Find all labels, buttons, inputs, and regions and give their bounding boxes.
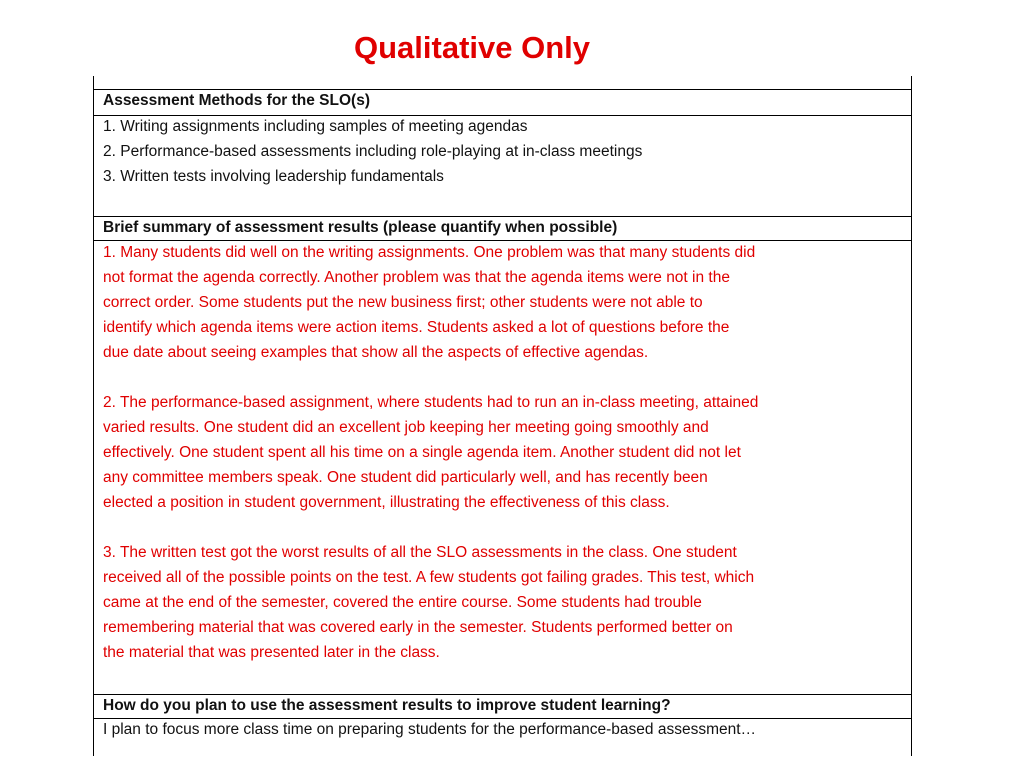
assessment-form-table: [93, 76, 912, 756]
slide-title: Qualitative Only: [353, 30, 590, 65]
plan-header: How do you plan to use the assessment results to improve student learning?: [103, 697, 671, 714]
summary-header: Brief summary of assessment results (please quantify when possible): [103, 219, 618, 236]
method-item-2: 2. Performance-based assessments including role-playing at in-class meetings: [103, 143, 643, 160]
result-line: 2. The performance-based assignment, where students had to run an in-class meeting, attained: [103, 394, 759, 411]
table-rule: [94, 240, 911, 241]
method-item-1: 1. Writing assignments including samples of meeting agendas: [103, 118, 528, 135]
result-line: remembering material that was covered early in the semester. Students performed better on: [103, 619, 733, 636]
result-line: due date about seeing examples that show all the aspects of effective agendas.: [103, 344, 649, 361]
result-line: came at the end of the semester, covered the entire course. Some students had trouble: [103, 594, 702, 611]
result-line: received all of the possible points on the test. A few students got failing grades. This test, which: [103, 569, 755, 586]
method-item-3: 3. Written tests involving leadership fundamentals: [103, 168, 444, 185]
result-line: effectively. One student spent all his time on a single agenda item. Another student did not let: [103, 444, 741, 461]
table-rule: [94, 718, 911, 719]
result-line: the material that was presented later in the class.: [103, 644, 440, 661]
table-rule: [94, 694, 911, 695]
result-line: not format the agenda correctly. Another problem was that the agenda items were not in the: [103, 269, 730, 286]
table-rule: [94, 89, 911, 90]
plan-text: I plan to focus more class time on preparing students for the performance-based assessment…: [103, 721, 757, 738]
result-line: 1. Many students did well on the writing assignments. One problem was that many students did: [103, 244, 756, 261]
result-line: correct order. Some students put the new business first; other students were not able to: [103, 294, 703, 311]
methods-header: Assessment Methods for the SLO(s): [103, 92, 370, 109]
table-rule: [94, 216, 911, 217]
table-rule: [94, 115, 911, 116]
result-line: varied results. One student did an excellent job keeping her meeting going smoothly and: [103, 419, 709, 436]
result-line: any committee members speak. One student did particularly well, and has recently been: [103, 469, 708, 486]
result-line: elected a position in student government, illustrating the effectiveness of this class.: [103, 494, 670, 511]
result-line: 3. The written test got the worst results of all the SLO assessments in the class. One student: [103, 544, 737, 561]
result-line: identify which agenda items were action items. Students asked a lot of questions before the: [103, 319, 730, 336]
